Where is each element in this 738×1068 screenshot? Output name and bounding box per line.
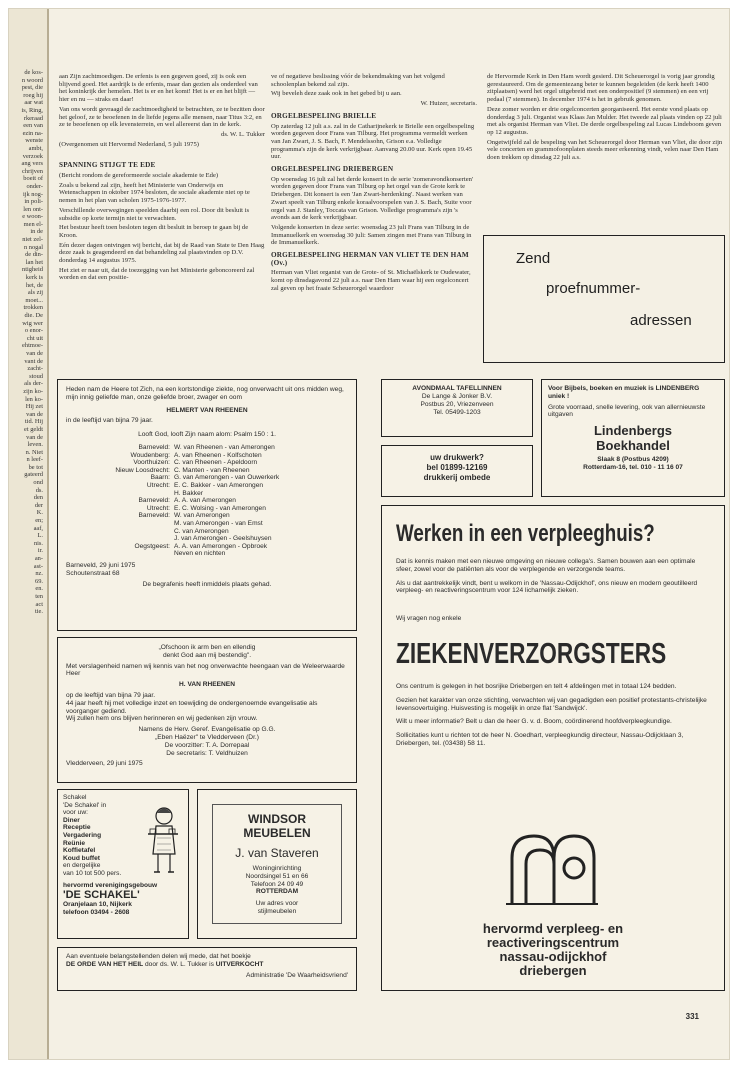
secretary: De secretaris: T. Veldhuizen — [166, 749, 248, 757]
windsor-address: Noordsingel 51 en 66 — [245, 872, 309, 880]
windsor-line: Uw adres voor — [255, 900, 299, 908]
schakel-line: Schakel — [63, 794, 87, 801]
family-row — [66, 444, 348, 452]
organisation-line: nassau-odijckhof — [499, 949, 607, 964]
gutter-fragment: en. — [35, 585, 43, 593]
family-names: J. van Amerongen - Geelshuysen — [174, 535, 272, 543]
family-row — [66, 474, 348, 482]
gutter-fragment: zijn ko- — [23, 387, 43, 395]
gutter-fragment: moet... — [25, 296, 43, 304]
family-names: H. Bakker — [174, 489, 203, 497]
gutter-fragment: van de — [26, 349, 43, 357]
windsor-owner: J. van Staveren — [235, 846, 319, 860]
gutter-fragment: n. Niet — [25, 448, 43, 456]
avondmaal-company: De Lange & Jonker B.V. — [421, 393, 493, 400]
obituary-age: op de leeftijd van bijna 79 jaar. — [66, 691, 156, 699]
family-row — [66, 505, 348, 513]
previous-page-gutter — [9, 9, 49, 1060]
gutter-fragment: aaf, — [33, 524, 43, 532]
page-number: 331 — [685, 1012, 699, 1021]
gutter-fragment: in de — [30, 228, 43, 236]
family-place: Baarn: — [150, 474, 170, 482]
gutter-fragment: ten — [35, 592, 43, 600]
family-row — [66, 497, 348, 505]
zend-line-1: Zend — [516, 250, 551, 267]
gutter-fragment: pest, die — [21, 84, 43, 92]
avondmaal-tafellinnen-ad — [381, 379, 533, 437]
gutter-fragment: nis. — [33, 539, 43, 547]
obituary-address: Schoutenstraat 68 — [66, 569, 120, 577]
schakel-service-item: Koud buffet — [63, 854, 100, 862]
article-text: aan Zijn zachtmoedigen. De erfenis is een gegeven goed, zij is ook een blijvend goed. Het aardrijk is de erfenis, maar dan gezien als onderdeel van het koninkrijk der hemelen. Het is er en het komt! Het is er en het blijft — hier en nu — straks en daar! — [59, 73, 258, 104]
family-place: Utrecht: — [146, 481, 170, 489]
gutter-fragment: ds. — [35, 486, 43, 494]
windsor-subtitle: MEUBELEN — [243, 826, 311, 840]
gutter-fragment: onder- — [26, 182, 43, 190]
family-place: Nieuw Loosdrecht: — [115, 466, 170, 474]
lindenberg-name-1: Lindenbergs — [593, 423, 672, 439]
gutter-fragment: roeg hij — [23, 91, 43, 99]
lindenberg-address: Slaak 8 (Postbus 4209) — [597, 456, 669, 464]
family-row — [66, 512, 348, 520]
organisation-line: Namens de Herv. Geref. Evangelisatie op G.G. — [138, 726, 276, 734]
obituary-date: Barneveld, 29 juni 1975 — [66, 561, 136, 569]
article-text: ve of negatieve beslissing vóór de bekendmaking van het volgend schoolenplan bekend zal zijn. — [271, 73, 445, 88]
family-row — [66, 490, 348, 498]
chairman: De voorzitter: T. A. Dorrepaal — [164, 741, 250, 749]
family-place: Voorthuizen: — [133, 459, 170, 467]
gutter-fragment: leven. — [27, 441, 43, 449]
gutter-fragment: aar wat — [24, 99, 43, 107]
gutter-fragment: Hij zet — [25, 403, 43, 411]
quote-line-2: denkt God aan mij bestendig". — [162, 651, 252, 659]
child-with-tray-illustration — [142, 804, 184, 878]
article-text: Van ons wordt gevraagd de zachtmoedigheid te betrachten, ze te bezitten door het geloof, ze te beoefenen in de liefde jegens alle mensen, naar Titus 3:2, en ze te beoefenen op elk levensterrein, en wel allereerst dan in de kerk. — [59, 105, 265, 129]
gutter-fragment: ir. — [37, 547, 43, 555]
schakel-phone: telefoon 03494 - 2608 — [63, 908, 130, 916]
family-row — [66, 535, 348, 543]
organisation-line: „Eben Haëzer" te Vledderveen (Dr.) — [155, 733, 259, 741]
gutter-fragment: len ko- — [25, 395, 43, 403]
gutter-fragment: ezin na- — [22, 129, 43, 137]
family-row — [66, 550, 348, 558]
family-row — [66, 528, 348, 536]
schakel-service-item: Koffietafel — [63, 847, 96, 855]
gutter-fragment: rkeraad — [23, 114, 43, 122]
signature: W. Huizer, secretaris. — [420, 100, 477, 108]
ad-text: Wij vragen nog enkele — [396, 615, 462, 623]
gutter-fragment: zacht- — [27, 365, 43, 373]
organisation-line: hervormd verpleeg- en — [482, 921, 624, 936]
uitverkocht-notice — [57, 947, 357, 991]
drukwerk-ad — [381, 445, 533, 497]
zend-line-2: proefnummer- — [546, 280, 641, 297]
article-column-3 — [487, 73, 723, 233]
obituary-burial: De begrafenis heeft inmiddels plaats gehad. — [142, 581, 272, 589]
windsor-title: WINDSOR — [248, 812, 306, 826]
family-list — [66, 444, 348, 558]
article-source: (Overgenomen uit Hervormd Nederland, 5 juli 1975) — [59, 140, 199, 148]
family-names: A. A. van Amerongen - Opbroek — [174, 542, 268, 550]
gutter-fragment: men el- — [23, 220, 43, 228]
obituary-name: HELMERT VAN RHEENEN — [166, 406, 248, 414]
gutter-fragment: is, Ring, — [21, 106, 43, 114]
family-row — [66, 452, 348, 460]
newspaper-page — [8, 8, 730, 1060]
avondmaal-phone: Tel. 05499-1203 — [433, 409, 481, 416]
family-names: Neven en nichten — [174, 550, 226, 558]
gutter-fragment: chrijven — [22, 167, 43, 175]
gutter-fragment: de din- — [25, 251, 43, 259]
ad-text: Dat is kennis maken met een nieuwe omgeving en nieuwe collega's. Samen bouwen aan een optimale sfeer, zowel voor de patiënten als voor de verplegende en verzorgende teams. — [396, 558, 696, 573]
schakel-line: voor uw: — [63, 809, 88, 817]
gutter-fragment: van de — [26, 433, 43, 441]
family-row — [66, 543, 348, 551]
family-names: A. van Rheenen - Kolfschoten — [174, 451, 262, 459]
lindenberg-slogan: Voor Bijbels, boeken en muziek is LINDENBERG uniek ! — [548, 385, 700, 400]
de-schakel-ad — [57, 789, 189, 939]
schakel-line: 'De Schakel' in — [63, 801, 107, 809]
gutter-fragment: ast- — [33, 562, 43, 570]
family-place: Woudenberg: — [130, 451, 170, 459]
article-heading: ORGELBESPELING BRIELLE — [271, 111, 377, 120]
gutter-fragment: ijk nog- — [22, 190, 43, 198]
drukwerk-question: uw drukwerk? — [430, 453, 484, 462]
article-text: Zoals u bekend zal zijn, heeft het Ministerie van Onderwijs en Wetenschappen in oktober 1974 besloten, de sociale akademie niet op te nemen in het plan van scholen 1975-1976-1977. — [59, 181, 250, 205]
gutter-fragment: o enor- — [24, 327, 43, 335]
family-row — [66, 482, 348, 490]
obituary-text: 44 jaar heeft hij met volledige inzet en toewijding de ondergenoemde evangelisatie als voorganger gediend. — [66, 699, 318, 715]
gutter-fragment: len ont- — [23, 205, 43, 213]
family-row — [66, 520, 348, 528]
ad-headline: Werken in een verpleeghuis? — [396, 520, 655, 547]
obituary-date: Vledderveen, 29 juni 1975 — [66, 760, 143, 768]
book-title: DE ORDE VAN HET HEIL — [66, 961, 144, 968]
schakel-service-item: Vergadering — [63, 831, 102, 839]
ad-text: Sollicitaties kunt u richten tot de heer N. Goedhart, verpleegkundig directeur, Nassau-Odijcklaan 3, Driebergen, tel. (03438) 58 11. — [396, 732, 684, 747]
notice-text: Aan eventuele belangstellenden delen wij mede, dat het boekje — [66, 953, 251, 960]
family-names: G. van Amerongen - van Ouwerkerk — [174, 474, 280, 482]
gutter-fragment: en; — [35, 517, 43, 525]
gutter-fragment: wig wer — [22, 319, 43, 327]
family-place — [66, 535, 174, 543]
schakel-address: Oranjelaan 10, Nijkerk — [63, 901, 132, 909]
family-names: C. van Rheenen - Apeldoorn — [174, 459, 258, 467]
family-names: W. van Amerongen — [174, 512, 230, 520]
gutter-fragment: lan het — [25, 258, 43, 266]
article-text: Deze zomer worden er drie orgelconcerten georganiseerd. Het eerste vond plaats op donderdag 3 juli. Organist was Klaas Jan Mulder. Het tweede zal plaats vinden op 22 juli met als organist Herman van Vliet. De derde orgelbespeling zal Lucas Lindeboom geven op 12 augustus. — [487, 105, 722, 136]
gutter-fragment: vant de — [24, 357, 43, 365]
organisation-line: reactiveringscentrum — [486, 935, 620, 950]
obituary-h-van-rheenen — [57, 637, 357, 783]
zend-line-3: adressen — [630, 312, 692, 329]
family-place: Barneveld: — [138, 443, 170, 451]
schakel-service-item: Diner — [63, 816, 80, 824]
gutter-fragment: ambt, — [28, 144, 43, 152]
gutter-fragment: het, de — [25, 281, 43, 289]
article-text: Op zaterdag 12 juli a.s. zal in de Catharijnekerk te Brielle een orgelbespeling worden gegeven door Frans van Tilburg. Het programma vermeldt werken van Jan Zwart, J. S. Bach, F. Mendelssohn, Grison e.a. Volledige programma's zijn de kerk verkrijgbaar. Aanvang 20.00 uur. Kerk open 19.45 uur. — [271, 122, 475, 161]
job-title: ZIEKENVERZORGSTERS — [396, 637, 667, 670]
nassau-odijckhof-logo — [502, 828, 602, 914]
zend-proefnummer-box — [483, 235, 725, 363]
gutter-fragment: n nogal — [24, 243, 43, 251]
article-text: de Hervormde Kerk in Den Ham wordt gesierd. Dit Scheuerorgel is vorig jaar grondig gerestaureerd. Om de gemeentezang beter te kunnen begeleiden (de kerk heeft 1400 zitplaatsen) werd het orgel uitgebreid met een onderpositief (9 stemmen) en een vrij pedaal (7 stemmen). In december 1974 is het in gebruik genomen. — [487, 73, 715, 104]
schakel-line: van 10 tot 500 pers. — [63, 869, 122, 877]
gutter-fragment: ond — [33, 479, 43, 487]
ad-text: Als u dat aantrekkelijk vindt, bent u welkom in de 'Nassau-Odijckhof', ons nieuw en modern geoutilleerd verpleeg- en reactiveringscentrum voor 124 lichamelijk zieken. — [396, 579, 698, 595]
gutter-text — [9, 9, 47, 616]
organisation-line: driebergen — [519, 963, 587, 978]
schakel-line: hervormd verenigingsgebouw — [63, 881, 158, 889]
article-text: Ongetwijfeld zal de bespeling van het Scheuerorgel door Herman van Vliet, die door zijn vele concerten en grammofoonplaten steeds meer erkenning vindt, velen naar Den Ham doen trekken op dinsdag 22 juli a.s. — [487, 138, 723, 162]
windsor-line: Woninginrichting — [252, 865, 302, 872]
avondmaal-address: Postbus 20, Vriezenveen — [420, 401, 494, 408]
family-names: M. van Amerongen - van Emst — [174, 519, 263, 527]
article-text: Herman van Vliet organist van de Grote- of St. Michaëlskerk te Oudewater, komt op dinsdagavond 22 juli a.s. naar Den Ham waar hij een orgelconcert zal geven op het fraaie Scheuerorgel waardoor — [271, 269, 471, 292]
gutter-fragment: stoud — [29, 372, 43, 380]
gutter-fragment: ehtmoe- — [22, 342, 43, 350]
family-place — [66, 520, 174, 528]
gutter-fragment: ntigheid — [22, 266, 43, 274]
article-subheading: (Bericht rondom de gereformeerde sociale akademie te Ede) — [59, 172, 219, 180]
family-names: E. C. Wolsing - van Amerongen — [174, 504, 266, 512]
verpleeghuis-job-ad — [381, 505, 725, 991]
family-place: Barneveld: — [138, 497, 170, 505]
schakel-name: 'DE SCHAKEL' — [63, 889, 140, 902]
family-place — [66, 490, 174, 498]
article-heading: SPANNING STIJGT TE EDE — [59, 161, 156, 170]
gutter-fragment: der — [34, 501, 43, 509]
family-place — [66, 550, 174, 558]
gutter-fragment: act — [35, 600, 43, 608]
family-names: C. van Amerongen — [174, 527, 229, 535]
gutter-fragment: als zij — [27, 289, 43, 297]
article-column-2 — [271, 73, 477, 365]
lindenberg-text: Grote voorraad, snelle levering, ook van allernieuwste uitgaven — [548, 403, 706, 419]
gutter-fragment: trokken — [23, 304, 43, 312]
gutter-fragment: tie. — [35, 608, 43, 616]
gutter-fragment: ang vers — [21, 160, 43, 168]
obituary-helmert-van-rheenen — [57, 379, 357, 631]
notice-text: door ds. W. L. Tukker is — [143, 961, 216, 968]
gutter-fragment: cht uit — [26, 334, 43, 342]
windsor-line: stijlmeubelen — [257, 907, 297, 915]
gutter-fragment: als der- — [24, 380, 43, 388]
ad-text: Gezien het karakter van onze stichting, verwachten wij van gegadigden een positief protestants-christelijke levensovertuiging. Huisvesting is mogelijk in onze flat 'Sandwijck'. — [396, 696, 707, 712]
ad-text: Ons centrum is gelegen in het bosrijke Driebergen en telt 4 afdelingen met in totaal 124 bedden. — [396, 682, 677, 690]
gutter-fragment: niet zel- — [22, 236, 43, 244]
drukwerk-phone: bel 01899-12169 — [426, 463, 488, 472]
article-text: Eén dezer dagen ontvingen wij bericht, dat bij de Raad van State te Den Haag deze zaak is geagendeerd en dat behandeling zal plaatsvinden op D.V. donderdag 14 augustus 1975. — [59, 241, 265, 265]
gutter-fragment: kerk is — [25, 274, 43, 282]
family-place: Utrecht: — [146, 504, 170, 512]
drukwerk-company: drukkerij ombede — [423, 473, 491, 482]
obituary-intro: Heden nam de Heere tot Zich, na een kortstondige ziekte, nog onverwacht uit ons midden weg, mijn innig geliefde man, onze geliefde broer, zwager en oom — [66, 386, 344, 401]
article-text: Verschillende overwegingen speelden daarbij een rol. Door dit besluit is subsidie op korte termijn niet te verwachten. — [59, 206, 250, 222]
article-heading: ORGELBESPELING HERMAN VAN VLIET TE DEN HAM (Ov.) — [271, 251, 469, 267]
gutter-fragment: die. De — [24, 312, 43, 319]
obituary-text: Wij zullen hem ons blijven herinneren en wij gedenken zijn vrouw. — [66, 715, 258, 723]
gutter-fragment: et geldt — [24, 425, 43, 433]
windsor-phone: Telefoon 24 09 49 — [250, 880, 304, 888]
schakel-service-item: Reünie — [63, 839, 85, 847]
article-text: Volgende konserten in deze serie: woensdag 23 juli Frans van Tilburg in de Immanuelkerk en woensdag 30 juli: Samen zingen met Frans van Tilburg in de Immanuelkerk. — [271, 223, 472, 247]
avondmaal-title: AVONDMAAL TAFELLINNEN — [412, 385, 502, 392]
lindenberg-city: Rotterdam-16, tel. 010 - 11 16 07 — [583, 463, 683, 471]
windsor-city: ROTTERDAM — [255, 888, 299, 896]
gutter-fragment: nz. — [35, 570, 43, 578]
gutter-fragment: gateerd — [24, 471, 43, 479]
windsor-meubelen-ad — [197, 789, 357, 939]
obituary-intro: Met verslagenheid namen wij kennis van het nog onverwachte heengaan van de Weleerwaarde Heer — [66, 662, 345, 678]
family-row — [66, 467, 348, 475]
article-text: Het ziet er naar uit, dat de toezegging van het Ministerie geboncoreerd zal worden en dat een positie- — [59, 266, 255, 282]
gutter-fragment: de kos- — [24, 69, 43, 76]
family-place: Oegstgeest: — [134, 542, 170, 550]
quote-line-1: „Ofschoon ik arm ben en ellendig — [158, 644, 256, 651]
gutter-fragment: K. — [36, 509, 43, 517]
gutter-fragment: n leef- — [26, 456, 43, 464]
gutter-fragment: van de — [26, 410, 43, 418]
gutter-fragment: boeit of — [23, 175, 43, 183]
gutter-fragment: in poli- — [24, 198, 43, 206]
family-names: A. A. van Amerongen — [174, 497, 236, 505]
signature: ds. W. L. Tukker — [221, 130, 265, 138]
lindenberg-boekhandel-ad — [541, 379, 725, 497]
family-row — [66, 459, 348, 467]
schakel-line: en dergelijke — [63, 862, 101, 870]
ad-text: Wilt u meer informatie? Belt u dan de heer G. v. d. Boom, coördinerend hoofdverpleegkundige. — [396, 718, 672, 726]
gutter-fragment: 69. — [35, 577, 43, 585]
gutter-fragment: den — [33, 494, 43, 502]
article-heading: ORGELBESPELING DRIEBERGEN — [271, 165, 394, 174]
family-names: W. van Rheenen - van Amerongen — [174, 443, 275, 451]
gutter-fragment: L. — [37, 532, 43, 540]
gutter-fragment: wenste — [25, 137, 43, 145]
gutter-fragment: tid. Hij — [24, 418, 43, 426]
family-names: C. Manten - van Rheenen — [174, 466, 250, 474]
lindenberg-name-2: Boekhandel — [596, 438, 670, 454]
family-names: E. C. Bakker - van Amerongen — [174, 481, 264, 489]
gutter-fragment: een van — [23, 122, 43, 130]
article-column-1 — [59, 73, 265, 365]
gutter-fragment: e woon- — [22, 213, 43, 221]
gutter-fragment: be tot — [28, 463, 43, 471]
obituary-psalm: Looft God, looft Zijn naam alom: Psalm 150 : 1. — [138, 431, 276, 439]
schakel-service-item: Receptie — [63, 824, 91, 832]
article-text: Op woensdag 16 juli zal het derde konsert in de serie 'zomeravondkonserten' worden gegeven door Frans van Tilburg op het orgel van de Grote kerk te Driebergen. Dit konsert is een 'Jan Zwart-herdenking'. Naast werken van Zwart speelt van Tilburg enkele koraalvoorspelen van J. S. Bach, Suite voor orgel van J. Stanley, Toccata van Grison. Volledige programma's zijn 's avonds aan de kerk verkrijgbaar. — [271, 175, 474, 222]
family-place — [66, 528, 174, 536]
gutter-fragment: an- — [34, 555, 43, 562]
notice-admin: Administratie 'De Waarheidsvriend' — [246, 972, 348, 979]
gutter-fragment: n woord — [21, 76, 43, 84]
family-place: Barneveld: — [138, 512, 170, 520]
article-text: Het bestuur heeft toen besloten tegen dit besluit in beroep te gaan bij de Kroon. — [59, 224, 249, 239]
obituary-age: in de leeftijd van bijna 79 jaar. — [66, 417, 153, 425]
gutter-fragment: verzoek — [22, 152, 43, 160]
article-text: Wij beveleh deze zaak ook in het gebed bij u aan. — [271, 90, 402, 98]
sold-out-label: UITVERKOCHT — [215, 961, 264, 968]
obituary-name: H. VAN RHEENEN — [179, 681, 235, 689]
